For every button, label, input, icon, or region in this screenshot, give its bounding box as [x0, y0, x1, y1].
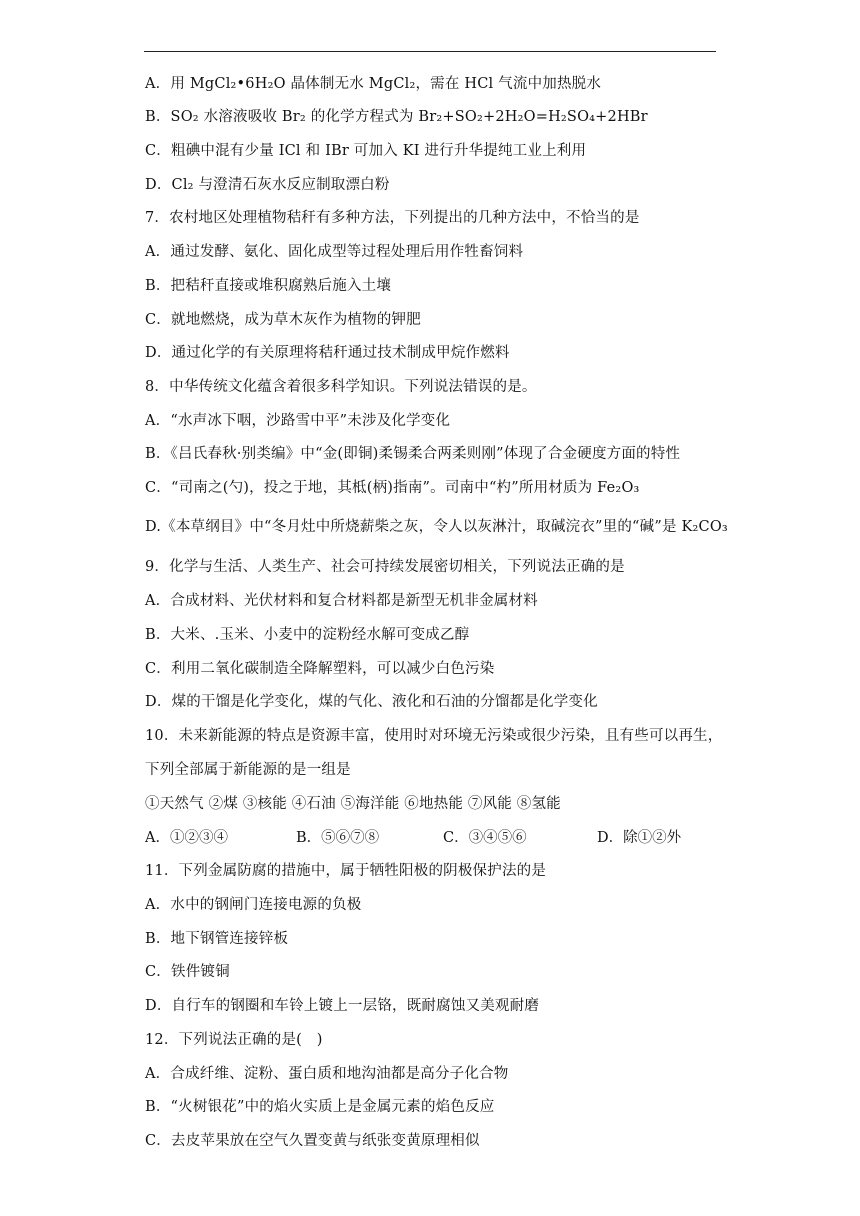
text-line: D．Cl₂ 与澄清石灰水反应制取漂白粉 [145, 177, 390, 193]
text-line: C．“司南之(勺)，投之于地，其柢(柄)指南”。司南中“杓”所用材质为 Fe₂O₃ [145, 480, 640, 496]
question-11: 11．下列金属防腐的措施中，属于牺牲阳极的阴极保护法的是 [145, 863, 547, 879]
question-10: 10．未来新能源的特点是资源丰富，使用时对环境无污染或很少污染，且有些可以再生， [145, 728, 723, 744]
text-line: B．《吕氏春秋·别类编》中“金(即铜)柔锡柔合两柔则刚”体现了合金硬度方面的特性 [145, 446, 681, 462]
text-line: 下列全部属于新能源的是一组是 [145, 762, 351, 778]
text-line: C．铁件镀铜 [145, 964, 230, 980]
text-line: D．通过化学的有关原理将秸秆通过技术制成甲烷作燃料 [145, 345, 510, 361]
q10-options [145, 828, 681, 848]
header-rule [144, 51, 716, 52]
option-c: C．③④⑤⑥ [443, 830, 527, 846]
text-line: C．粗碘中混有少量 ICl 和 IBr 可加入 KI 进行升华提纯工业上利用 [145, 143, 587, 159]
text-line: D．煤的干馏是化学变化，煤的气化、液化和石油的分馏都是化学变化 [145, 694, 598, 710]
question-7: 7．农村地区处理植物秸秆有多种方法，下列提出的几种方法中，不恰当的是 [145, 210, 640, 226]
question-8: 8．中华传统文化蕴含着很多科学知识。下列说法错误的是。 [145, 379, 537, 395]
text-line: C．利用二氧化碳制造全降解塑料，可以减少白色污染 [145, 661, 495, 677]
text-line: B．SO₂ 水溶液吸收 Br₂ 的化学方程式为 Br₂+SO₂+2H₂O=H₂SO₄+2HBr [145, 109, 648, 125]
text-line: A．合成纤维、淀粉、蛋白质和地沟油都是高分子化合物 [145, 1066, 509, 1082]
text-line: D.《本草纲目》中“冬月灶中所烧薪柴之灰，令人以灰淋汁，取碱浣衣”里的“碱”是 K₂CO₃ [145, 519, 728, 535]
text-line: D．自行车的钢圈和车铃上镀上一层铬，既耐腐蚀又美观耐磨 [145, 998, 540, 1014]
text-line: C．就地燃烧，成为草木灰作为植物的钾肥 [145, 312, 421, 328]
option-b: B．⑤⑥⑦⑧ [296, 830, 380, 846]
text-line: A．水中的钢闸门连接电源的负极 [145, 897, 362, 913]
text-line: A．合成材料、光伏材料和复合材料都是新型无机非金属材料 [145, 593, 538, 609]
text-line: B．大米、.玉米、小麦中的淀粉经水解可变成乙醇 [145, 627, 470, 643]
option-d: D．除①②外 [597, 830, 682, 846]
text-line: C．去皮苹果放在空气久置变黄与纸张变黄原理相似 [145, 1133, 480, 1149]
text-line: A．用 MgCl₂•6H₂O 晶体制无水 MgCl₂，需在 HCl 气流中加热脱水 [145, 76, 602, 92]
text-line: ①天然气 ②煤 ③核能 ④石油 ⑤海洋能 ⑥地热能 ⑦风能 ⑧氢能 [145, 796, 561, 812]
text-line: B．“火树银花”中的焰火实质上是金属元素的焰色反应 [145, 1099, 495, 1115]
question-12: 12．下列说法正确的是( ) [145, 1032, 323, 1048]
text-line: A．通过发酵、氨化、固化成型等过程处理后用作牲畜饲料 [145, 244, 524, 260]
text-line: B．地下钢管连接锌板 [145, 931, 289, 947]
question-9: 9．化学与生活、人类生产、社会可持续发展密切相关，下列说法正确的是 [145, 559, 625, 575]
option-a: A．①②③④ [145, 830, 228, 846]
text-line: B．把秸秆直接或堆积腐熟后施入土壤 [145, 278, 392, 294]
text-line: A．“水声冰下咽，沙路雪中平”未涉及化学变化 [145, 413, 451, 429]
